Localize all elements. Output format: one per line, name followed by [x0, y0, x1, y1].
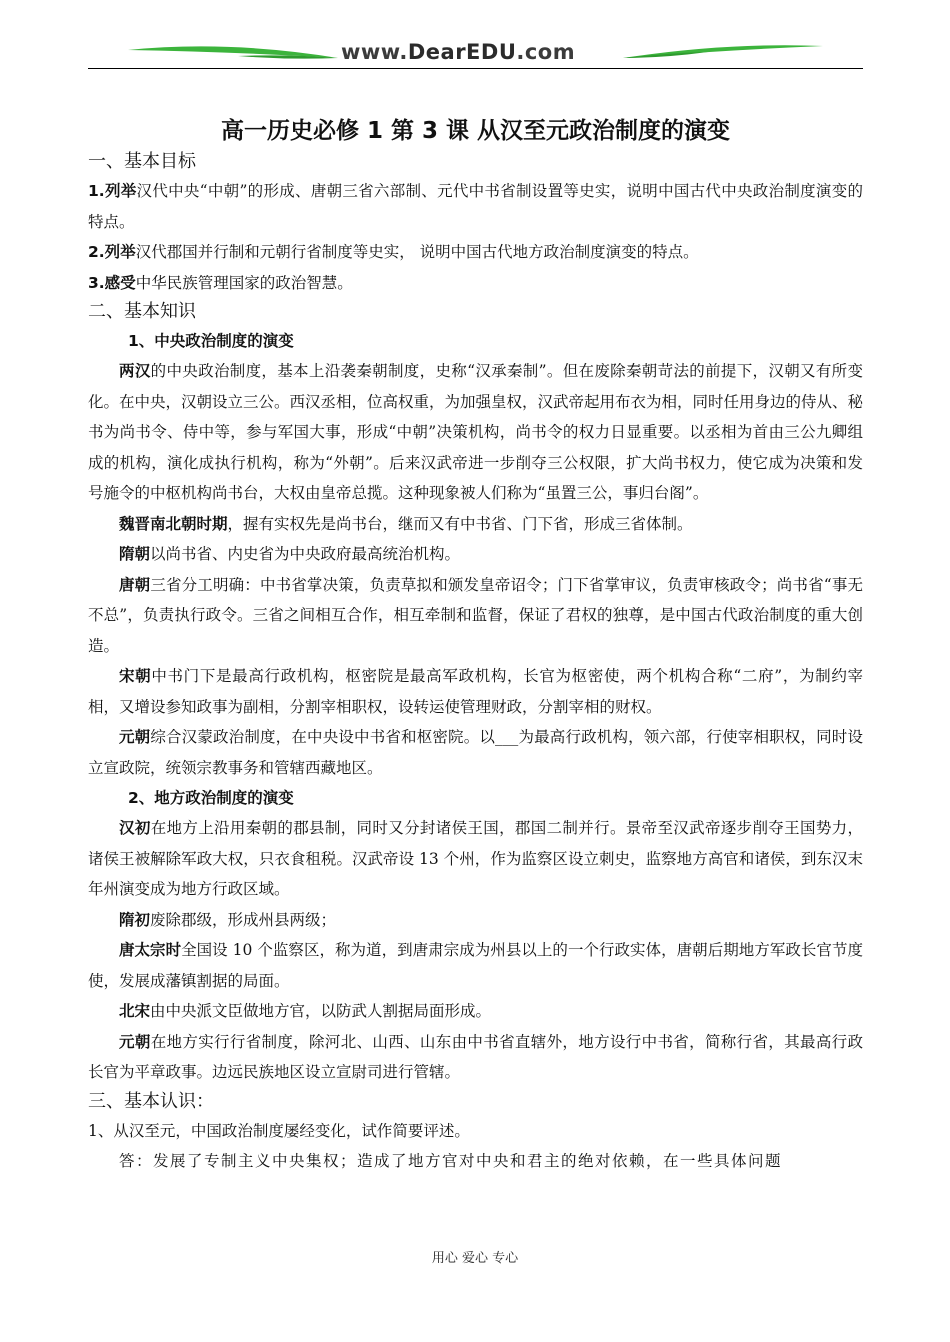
paragraph-lead: 元朝 — [119, 728, 151, 746]
paragraph — [88, 813, 863, 905]
site-logo — [341, 40, 575, 64]
document-title: 高一历史必修 1 第 3 课 从汉至元政治制度的演变 — [220, 118, 731, 144]
goal-item — [88, 268, 863, 299]
paragraph — [88, 996, 863, 1027]
paragraph — [88, 935, 863, 996]
goal-text: 汉代郡国并行制和元朝行省制度等史实， 说明中国古代地方政治制度演变的特点。 — [135, 243, 699, 261]
paragraph — [88, 509, 863, 540]
answer: 答：发展了专制主义中央集权；造成了地方官对中央和君主的绝对依赖，在一些具体问题 — [119, 1152, 783, 1170]
paragraph-lead: 宋朝 — [119, 667, 152, 685]
paragraph-text: 综合汉蒙政治制度，在中央设中书省和枢密院。以___为最高行政机构，领六部，行使宰相职权，同时设立宣政院，统领宗教事务和管辖西藏地区。 — [88, 728, 863, 777]
paragraph-text: 的中央政治制度，基本上沿袭秦朝制度，史称“汉承秦制”。但在废除秦朝苛法的前提下，汉朝又有所变化。在中央，汉朝设立三公。西汉丞相，位高权重，为加强皇权，汉武帝起用布衣为相，同时任用身边的侍从、秘书为尚书令、侍中等，参与军国大事，形成“中朝”决策机构，尚书令的权力日显重要。以丞相为首由三公九卿组成的机构，演化成执行机构，称为“外朝”。后来汉武帝进一步削夺三公权限，扩大尚书权力，使它成为决策和发号施令的中枢机构尚书台，大权由皇帝总揽。这种现象被人们称为“虽置三公，事归台阁”。 — [88, 362, 864, 502]
goal-text: 中华民族管理国家的政治智慧。 — [135, 273, 353, 292]
goal-lead: 1.列举 — [88, 182, 137, 200]
paragraph-lead: 隋朝 — [119, 545, 151, 563]
paragraph-text: 在地方上沿用秦朝的郡县制，同时又分封诸侯王国，郡国二制并行。景帝至汉武帝逐步削夺王国势力，诸侯王被解除军政大权，只衣食租税。汉武帝设 13 个州，作为监察区设立刺史，监察地方高官和诸侯，到东汉末年州演变成为地方行政区域。 — [88, 819, 863, 898]
paragraph-lead: 元朝 — [119, 1032, 151, 1051]
paragraph-text: 以尚书省、内史省为中央政府最高统治机构。 — [150, 545, 461, 563]
paragraph-text: 三省分工明确：中书省掌决策，负责草拟和颁发皇帝诏令；门下省掌审议，负责审核政令；尚书省“事无不总”，负责执行政令。三省之间相互合作，相互牵制和监督，保证了君权的独尊，是中国古代政治制度的重大创造。 — [88, 575, 863, 655]
paragraph-text: 废除郡级，形成州县两级； — [150, 910, 337, 929]
header-divider — [88, 68, 863, 69]
section-heading-cognition: 三、基本认识： — [88, 1090, 214, 1112]
logo-suffix: .com — [516, 40, 576, 64]
logo-brand: DearEDU — [407, 40, 517, 64]
subheading-central: 1、中央政治制度的演变 — [128, 332, 294, 350]
paragraph-text: 中书门下是最高行政机构，枢密院是最高军政机构，长官为枢密使，两个机构合称“二府”，为制约宰相，又增设参知政事为副相，分割宰相职权，设转运使管理财政，分割宰相的财权。 — [88, 667, 863, 716]
question: 1、从汉至元，中国政治制度屡经变化，试作简要评述。 — [88, 1121, 470, 1140]
goal-text: 汉代中央“中朝”的形成、唐朝三省六部制、元代中书省制设置等史实，说明中国古代中央政治制度演变的特点。 — [88, 182, 863, 231]
page-footer: 用心 爱心 专心 — [431, 1251, 519, 1266]
paragraph — [88, 356, 863, 509]
logo-prefix: www. — [341, 40, 408, 64]
paragraph-text: 在地方实行行省制度，除河北、山西、山东由中书省直辖外，地方设行中书省，简称行省，其最高行政长官为平章政事。边远民族地区设立宣尉司进行管辖。 — [88, 1032, 863, 1081]
goal-lead: 3.感受 — [88, 273, 136, 292]
paragraph — [88, 1027, 863, 1088]
paragraph-lead: 北宋 — [119, 1002, 151, 1020]
paragraph-lead: 魏晋南北朝时期 — [119, 514, 228, 533]
paragraph-lead: 汉初 — [119, 819, 151, 837]
paragraph — [88, 905, 863, 936]
goal-lead: 2.列举 — [88, 243, 136, 261]
paragraph-text: 由中央派文臣做地方官，以防武人割据局面形成。 — [150, 1002, 492, 1020]
goal-item — [88, 176, 863, 237]
paragraph-lead: 两汉 — [119, 362, 151, 380]
paragraph-lead: 唐太宗时 — [119, 941, 182, 959]
document-body — [88, 114, 863, 1177]
paragraph-text: 全国设 10 个监察区，称为道，到唐肃宗成为州县以上的一个行政实体，唐朝后期地方军政长官节度使，发展成藩镇割据的局面。 — [88, 941, 863, 990]
paragraph-text: ，握有实权先是尚书台，继而又有中书省、门下省，形成三省体制。 — [227, 514, 693, 533]
paragraph — [88, 722, 863, 783]
section-heading-knowledge: 二、基本知识 — [88, 301, 196, 322]
paragraph — [88, 661, 863, 722]
goal-item — [88, 237, 863, 268]
paragraph-lead: 隋初 — [119, 910, 151, 929]
paragraph — [88, 539, 863, 570]
paragraph — [88, 570, 863, 662]
subheading-local: 2、地方政治制度的演变 — [128, 789, 294, 807]
paragraph-lead: 唐朝 — [119, 575, 151, 594]
section-heading-goals: 一、基本目标 — [88, 151, 196, 172]
